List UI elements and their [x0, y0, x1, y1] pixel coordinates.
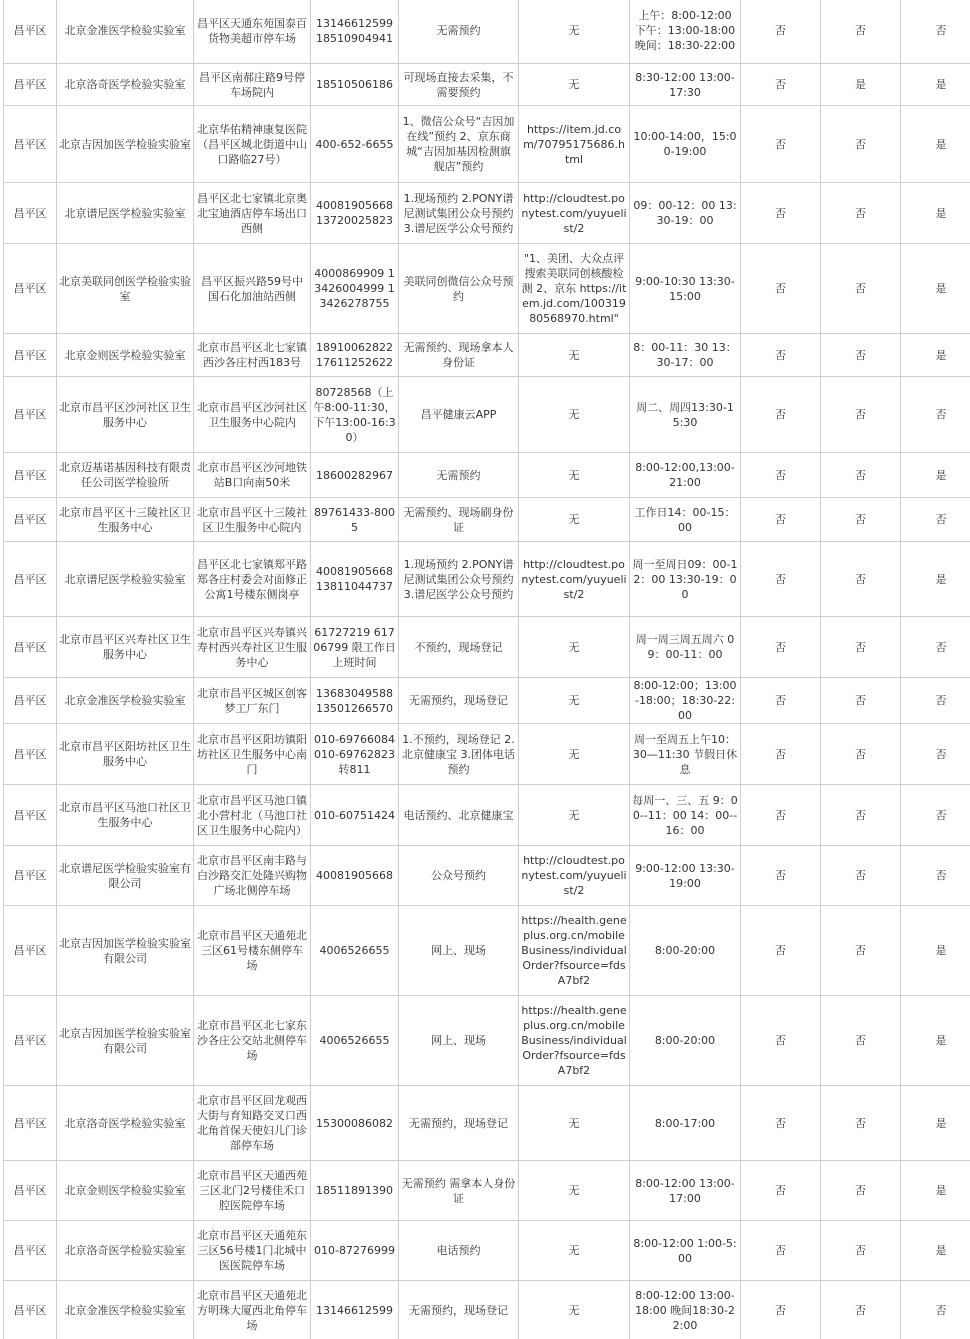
flag-cell-3: 是 [901, 1221, 970, 1281]
booking-method-cell: 网上、现场 [399, 996, 519, 1086]
institution-cell: 北京洛奇医学检验实验室 [57, 1221, 194, 1281]
address-cell: 北京市昌平区沙河社区卫生服务中心院内 [194, 377, 311, 453]
address-cell: 北京市昌平区城区创客梦工厂东门 [194, 678, 311, 724]
address-cell: 昌平区北七家镇郑平路郑各庄村委会对面修正公寓1号楼东侧岗亭 [194, 542, 311, 617]
phone-cell: 40081905668 13811044737 [311, 542, 399, 617]
table-row [4, 846, 970, 906]
booking-link-cell: 无 [519, 617, 630, 678]
flag-cell-3: 是 [901, 453, 970, 498]
flag-cell-1: 否 [741, 453, 821, 498]
flag-cell-2: 否 [821, 1161, 901, 1221]
booking-method-cell: 无需预约，现场登记 [399, 1086, 519, 1161]
institution-cell: 北京金则医学检验实验室 [57, 334, 194, 377]
district-cell: 昌平区 [4, 724, 57, 785]
institution-cell: 北京吉因加医学检验实验室 [57, 106, 194, 183]
service-hours-cell: 8:00-20:00 [630, 906, 741, 996]
flag-cell-3: 是 [901, 334, 970, 377]
booking-method-cell: 无需预约 [399, 0, 519, 64]
service-hours-cell: 8：00-11：30 13：30-17：00 [630, 334, 741, 377]
institution-cell: 北京迈基诺基因科技有限责任公司医学检验所 [57, 453, 194, 498]
flag-cell-3: 是 [901, 906, 970, 996]
flag-cell-2: 否 [821, 678, 901, 724]
booking-link-cell: 无 [519, 724, 630, 785]
phone-cell: 4006526655 [311, 906, 399, 996]
institution-cell: 北京市昌平区马池口社区卫生服务中心 [57, 785, 194, 846]
district-cell: 昌平区 [4, 377, 57, 453]
address-cell: 北京市昌平区天通苑东三区56号楼1门北城中医医院停车场 [194, 1221, 311, 1281]
address-cell: 昌平区南郝庄路9号停车场院内 [194, 64, 311, 106]
flag-cell-2: 否 [821, 1281, 901, 1339]
booking-link-cell: https://item.jd.com/70795175686.html [519, 106, 630, 183]
flag-cell-3: 是 [901, 64, 970, 106]
phone-cell: 13146612599 [311, 1281, 399, 1339]
address-cell: 北京市昌平区阳坊镇阳坊社区卫生服务中心南门 [194, 724, 311, 785]
address-cell: 昌平区天通东苑国泰百货物美超市停车场 [194, 0, 311, 64]
flag-cell-3: 否 [901, 1281, 970, 1339]
booking-method-cell: 1、微信公众号“吉因加在线”预约 2、京东商城“吉因加基因检测旗舰店”预约 [399, 106, 519, 183]
flag-cell-2: 否 [821, 1086, 901, 1161]
district-cell: 昌平区 [4, 846, 57, 906]
flag-cell-1: 否 [741, 64, 821, 106]
institution-cell: 北京金则医学检验实验室 [57, 1161, 194, 1221]
flag-cell-3: 否 [901, 0, 970, 64]
flag-cell-1: 否 [741, 1086, 821, 1161]
address-cell: 北京市昌平区北七家镇西沙各庄村西183号 [194, 334, 311, 377]
flag-cell-3: 是 [901, 1086, 970, 1161]
flag-cell-3: 否 [901, 617, 970, 678]
flag-cell-1: 否 [741, 846, 821, 906]
booking-method-cell: 不预约，现场登记 [399, 617, 519, 678]
booking-link-cell: 无 [519, 334, 630, 377]
service-hours-cell: 上午：8:00-12:00 下午：13:00-18:00 晚间：18:30-22:00 [630, 0, 741, 64]
address-cell: 北京市昌平区马池口镇北小营村北（马池口社区卫生服务中心院内） [194, 785, 311, 846]
service-hours-cell: 周一至周五上午10：30—11:30 节假日休息 [630, 724, 741, 785]
flag-cell-1: 否 [741, 617, 821, 678]
flag-cell-2: 否 [821, 996, 901, 1086]
flag-cell-3: 是 [901, 106, 970, 183]
flag-cell-3: 否 [901, 724, 970, 785]
booking-method-cell: 网上、现场 [399, 906, 519, 996]
booking-method-cell: 电话预约、北京健康宝 [399, 785, 519, 846]
flag-cell-2: 否 [821, 453, 901, 498]
table-row [4, 1221, 970, 1281]
service-hours-cell: 8:00-12:00；13:00-18:00；18:30-22:00 [630, 678, 741, 724]
institution-cell: 北京美联同创医学检验实验室 [57, 244, 194, 334]
flag-cell-3: 是 [901, 183, 970, 244]
phone-cell: 010-87276999 [311, 1221, 399, 1281]
table-row [4, 498, 970, 542]
booking-method-cell: 1.现场预约 2.PONY谱尼测试集团公众号预约3.谱尼医学公众号预约 [399, 542, 519, 617]
institution-cell: 北京金准医学检验实验室 [57, 678, 194, 724]
flag-cell-3: 否 [901, 785, 970, 846]
table-row [4, 1281, 970, 1339]
flag-cell-3: 否 [901, 846, 970, 906]
flag-cell-3: 否 [901, 498, 970, 542]
institution-cell: 北京吉因加医学检验实验室有限公司 [57, 996, 194, 1086]
booking-link-cell: 无 [519, 377, 630, 453]
district-cell: 昌平区 [4, 453, 57, 498]
booking-link-cell: 无 [519, 1086, 630, 1161]
service-hours-cell: 8:00-20:00 [630, 996, 741, 1086]
phone-cell: 80728568（上午8:00-11:30，下午13:00-16:30） [311, 377, 399, 453]
district-cell: 昌平区 [4, 678, 57, 724]
phone-cell: 13146612599 18510904941 [311, 0, 399, 64]
phone-cell: 61727219 61706799 限工作日上班时间 [311, 617, 399, 678]
table-row [4, 542, 970, 617]
institution-cell: 北京金准医学检验实验室 [57, 0, 194, 64]
service-hours-cell: 每周一、三、五 9：00--11：00 14：00--16：00 [630, 785, 741, 846]
service-hours-cell: 周一至周日09：00-12：00 13:30-19：00 [630, 542, 741, 617]
flag-cell-3: 是 [901, 542, 970, 617]
flag-cell-2: 否 [821, 498, 901, 542]
address-cell: 北京市昌平区天通苑北方明珠大厦西北角停车场 [194, 1281, 311, 1339]
booking-link-cell: 无 [519, 678, 630, 724]
flag-cell-2: 否 [821, 377, 901, 453]
table-row [4, 377, 970, 453]
flag-cell-2: 否 [821, 1221, 901, 1281]
district-cell: 昌平区 [4, 1281, 57, 1339]
booking-method-cell: 无需预约 [399, 453, 519, 498]
service-hours-cell: 8:00-12:00 1:00-5:00 [630, 1221, 741, 1281]
address-cell: 北京市昌平区南丰路与白沙路交汇处隆兴购物广场北侧停车场 [194, 846, 311, 906]
district-cell: 昌平区 [4, 906, 57, 996]
district-cell: 昌平区 [4, 64, 57, 106]
booking-method-cell: 可现场直接去采集，不需要预约 [399, 64, 519, 106]
booking-link-cell: https://health.geneplus.org.cn/mobileBusiness/individualOrder?fsource=fdsA7bf2 [519, 906, 630, 996]
flag-cell-1: 否 [741, 678, 821, 724]
table-row [4, 0, 970, 64]
phone-cell: 15300086082 [311, 1086, 399, 1161]
address-cell: 昌平区振兴路59号中国石化加油站西侧 [194, 244, 311, 334]
table-row [4, 183, 970, 244]
institution-cell: 北京洛奇医学检验实验室 [57, 1086, 194, 1161]
table-row [4, 453, 970, 498]
phone-cell: 18600282967 [311, 453, 399, 498]
testing-sites-table [3, 0, 970, 1339]
flag-cell-2: 否 [821, 785, 901, 846]
address-cell: 北京市昌平区兴寿镇兴寿村西兴寿社区卫生服务中心 [194, 617, 311, 678]
flag-cell-2: 否 [821, 724, 901, 785]
booking-link-cell: 无 [519, 785, 630, 846]
institution-cell: 北京市昌平区兴寿社区卫生服务中心 [57, 617, 194, 678]
phone-cell: 400-652-6655 [311, 106, 399, 183]
institution-cell: 北京谱尼医学检验实验室 [57, 183, 194, 244]
flag-cell-3: 否 [901, 678, 970, 724]
phone-cell: 4006526655 [311, 996, 399, 1086]
institution-cell: 北京谱尼医学检验实验室有限公司 [57, 846, 194, 906]
table-row [4, 678, 970, 724]
flag-cell-1: 否 [741, 1161, 821, 1221]
phone-cell: 13683049588 13501266570 [311, 678, 399, 724]
flag-cell-1: 否 [741, 244, 821, 334]
flag-cell-1: 否 [741, 334, 821, 377]
service-hours-cell: 工作日14：00-15：00 [630, 498, 741, 542]
booking-method-cell: 1.不预约，现场登记 2.北京健康宝 3.团体电话预约 [399, 724, 519, 785]
address-cell: 北京市昌平区回龙观西大街与育知路交叉口西北角首保天使妇儿门诊部停车场 [194, 1086, 311, 1161]
booking-method-cell: 无需预约、现场刷身份证 [399, 498, 519, 542]
address-cell: 北京市昌平区十三陵社区卫生服务中心院内 [194, 498, 311, 542]
institution-cell: 北京市昌平区沙河社区卫生服务中心 [57, 377, 194, 453]
service-hours-cell: 10:00-14:00，15:00-19:00 [630, 106, 741, 183]
booking-method-cell: 无需预约，现场登记 [399, 1281, 519, 1339]
booking-method-cell: 公众号预约 [399, 846, 519, 906]
table-row [4, 785, 970, 846]
booking-link-cell: 无 [519, 1281, 630, 1339]
booking-method-cell: 无需预约、现场拿本人身份证 [399, 334, 519, 377]
flag-cell-2: 是 [821, 64, 901, 106]
flag-cell-3: 是 [901, 996, 970, 1086]
flag-cell-2: 否 [821, 334, 901, 377]
flag-cell-3: 否 [901, 377, 970, 453]
service-hours-cell: 8:00-12:00 13:00-18:00 晚间18:30-22:00 [630, 1281, 741, 1339]
phone-cell: 4000869909 13426004999 13426278755 [311, 244, 399, 334]
booking-link-cell: https://health.geneplus.org.cn/mobileBusiness/individualOrder?fsource=fdsA7bf2 [519, 996, 630, 1086]
table-row [4, 1086, 970, 1161]
flag-cell-1: 否 [741, 0, 821, 64]
flag-cell-1: 否 [741, 996, 821, 1086]
flag-cell-2: 否 [821, 106, 901, 183]
district-cell: 昌平区 [4, 617, 57, 678]
district-cell: 昌平区 [4, 334, 57, 377]
booking-method-cell: 昌平健康云APP [399, 377, 519, 453]
table-row [4, 1161, 970, 1221]
district-cell: 昌平区 [4, 1221, 57, 1281]
address-cell: 北京市昌平区天通西苑三区北门2号楼佳禾口腔医院停车场 [194, 1161, 311, 1221]
booking-link-cell: 无 [519, 453, 630, 498]
flag-cell-2: 否 [821, 617, 901, 678]
institution-cell: 北京市昌平区阳坊社区卫生服务中心 [57, 724, 194, 785]
district-cell: 昌平区 [4, 0, 57, 64]
service-hours-cell: 8:00-17:00 [630, 1086, 741, 1161]
flag-cell-3: 是 [901, 244, 970, 334]
service-hours-cell: 8:00-12:00,13:00-21:00 [630, 453, 741, 498]
booking-link-cell: 无 [519, 0, 630, 64]
phone-cell: 89761433-8005 [311, 498, 399, 542]
service-hours-cell: 9:00-10:30 13:30-15:00 [630, 244, 741, 334]
address-cell: 北京市昌平区沙河地铁站B口向南50米 [194, 453, 311, 498]
district-cell: 昌平区 [4, 244, 57, 334]
booking-method-cell: 1.现场预约 2.PONY谱尼测试集团公众号预约3.谱尼医学公众号预约 [399, 183, 519, 244]
booking-method-cell: 无需预约 需拿本人身份证 [399, 1161, 519, 1221]
institution-cell: 北京市昌平区十三陵社区卫生服务中心 [57, 498, 194, 542]
table-row [4, 106, 970, 183]
service-hours-cell: 8:00-12:00 13:00-17:00 [630, 1161, 741, 1221]
phone-cell: 18510506186 [311, 64, 399, 106]
booking-link-cell: http://cloudtest.ponytest.com/yuyuelist/2 [519, 183, 630, 244]
service-hours-cell: 周二、周四13:30-15:30 [630, 377, 741, 453]
booking-method-cell: 无需预约，现场登记 [399, 678, 519, 724]
phone-cell: 010-60751424 [311, 785, 399, 846]
booking-method-cell: 美联同创微信公众号预约 [399, 244, 519, 334]
district-cell: 昌平区 [4, 1161, 57, 1221]
flag-cell-1: 否 [741, 785, 821, 846]
address-cell: 北京华佑精神康复医院（昌平区城北街道中山口路临27号） [194, 106, 311, 183]
flag-cell-1: 否 [741, 542, 821, 617]
district-cell: 昌平区 [4, 542, 57, 617]
phone-cell: 010-69766084 010-69762823转811 [311, 724, 399, 785]
flag-cell-1: 否 [741, 1281, 821, 1339]
district-cell: 昌平区 [4, 106, 57, 183]
institution-cell: 北京洛奇医学检验实验室 [57, 64, 194, 106]
district-cell: 昌平区 [4, 498, 57, 542]
table-row [4, 724, 970, 785]
booking-link-cell: 无 [519, 64, 630, 106]
flag-cell-1: 否 [741, 724, 821, 785]
flag-cell-1: 否 [741, 498, 821, 542]
address-cell: 昌平区北七家镇北京奥北宝迪酒店停车场出口西侧 [194, 183, 311, 244]
flag-cell-2: 否 [821, 542, 901, 617]
table-row [4, 617, 970, 678]
flag-cell-1: 否 [741, 1221, 821, 1281]
district-cell: 昌平区 [4, 183, 57, 244]
flag-cell-2: 否 [821, 0, 901, 64]
phone-cell: 40081905668 13720025823 [311, 183, 399, 244]
flag-cell-3: 是 [901, 1161, 970, 1221]
flag-cell-1: 否 [741, 183, 821, 244]
table-row [4, 334, 970, 377]
address-cell: 北京市昌平区天通苑北三区61号楼东侧停车场 [194, 906, 311, 996]
district-cell: 昌平区 [4, 1086, 57, 1161]
institution-cell: 北京吉因加医学检验实验室有限公司 [57, 906, 194, 996]
address-cell: 北京市昌平区北七家东沙各庄公交站北侧停车场 [194, 996, 311, 1086]
service-hours-cell: 8:30-12:00 13:00-17:30 [630, 64, 741, 106]
flag-cell-2: 否 [821, 244, 901, 334]
institution-cell: 北京金准医学检验实验室 [57, 1281, 194, 1339]
booking-link-cell: http://cloudtest.ponytest.com/yuyuelist/2 [519, 542, 630, 617]
flag-cell-1: 否 [741, 377, 821, 453]
booking-method-cell: 电话预约 [399, 1221, 519, 1281]
table-row [4, 64, 970, 106]
booking-link-cell: 无 [519, 498, 630, 542]
district-cell: 昌平区 [4, 785, 57, 846]
booking-link-cell: 无 [519, 1221, 630, 1281]
district-cell: 昌平区 [4, 996, 57, 1086]
table-row [4, 244, 970, 334]
booking-link-cell: http://cloudtest.ponytest.com/yuyuelist/2 [519, 846, 630, 906]
service-hours-cell: 9:00-12:00 13:30-19:00 [630, 846, 741, 906]
table-row [4, 906, 970, 996]
phone-cell: 18511891390 [311, 1161, 399, 1221]
table-row [4, 996, 970, 1086]
flag-cell-1: 否 [741, 906, 821, 996]
flag-cell-2: 否 [821, 846, 901, 906]
table-body [4, 0, 970, 1339]
phone-cell: 18910062822 17611252622 [311, 334, 399, 377]
booking-link-cell: "1、美团、大众点评搜索美联同创核酸检测 2、京东 https://item.jd.com/10031980568970.html" [519, 244, 630, 334]
flag-cell-2: 否 [821, 183, 901, 244]
flag-cell-2: 否 [821, 906, 901, 996]
booking-link-cell: 无 [519, 1161, 630, 1221]
flag-cell-1: 否 [741, 106, 821, 183]
service-hours-cell: 09：00-12：00 13:30-19：00 [630, 183, 741, 244]
institution-cell: 北京谱尼医学检验实验室 [57, 542, 194, 617]
phone-cell: 40081905668 [311, 846, 399, 906]
service-hours-cell: 周一周三周五周六 09：00-11：00 [630, 617, 741, 678]
